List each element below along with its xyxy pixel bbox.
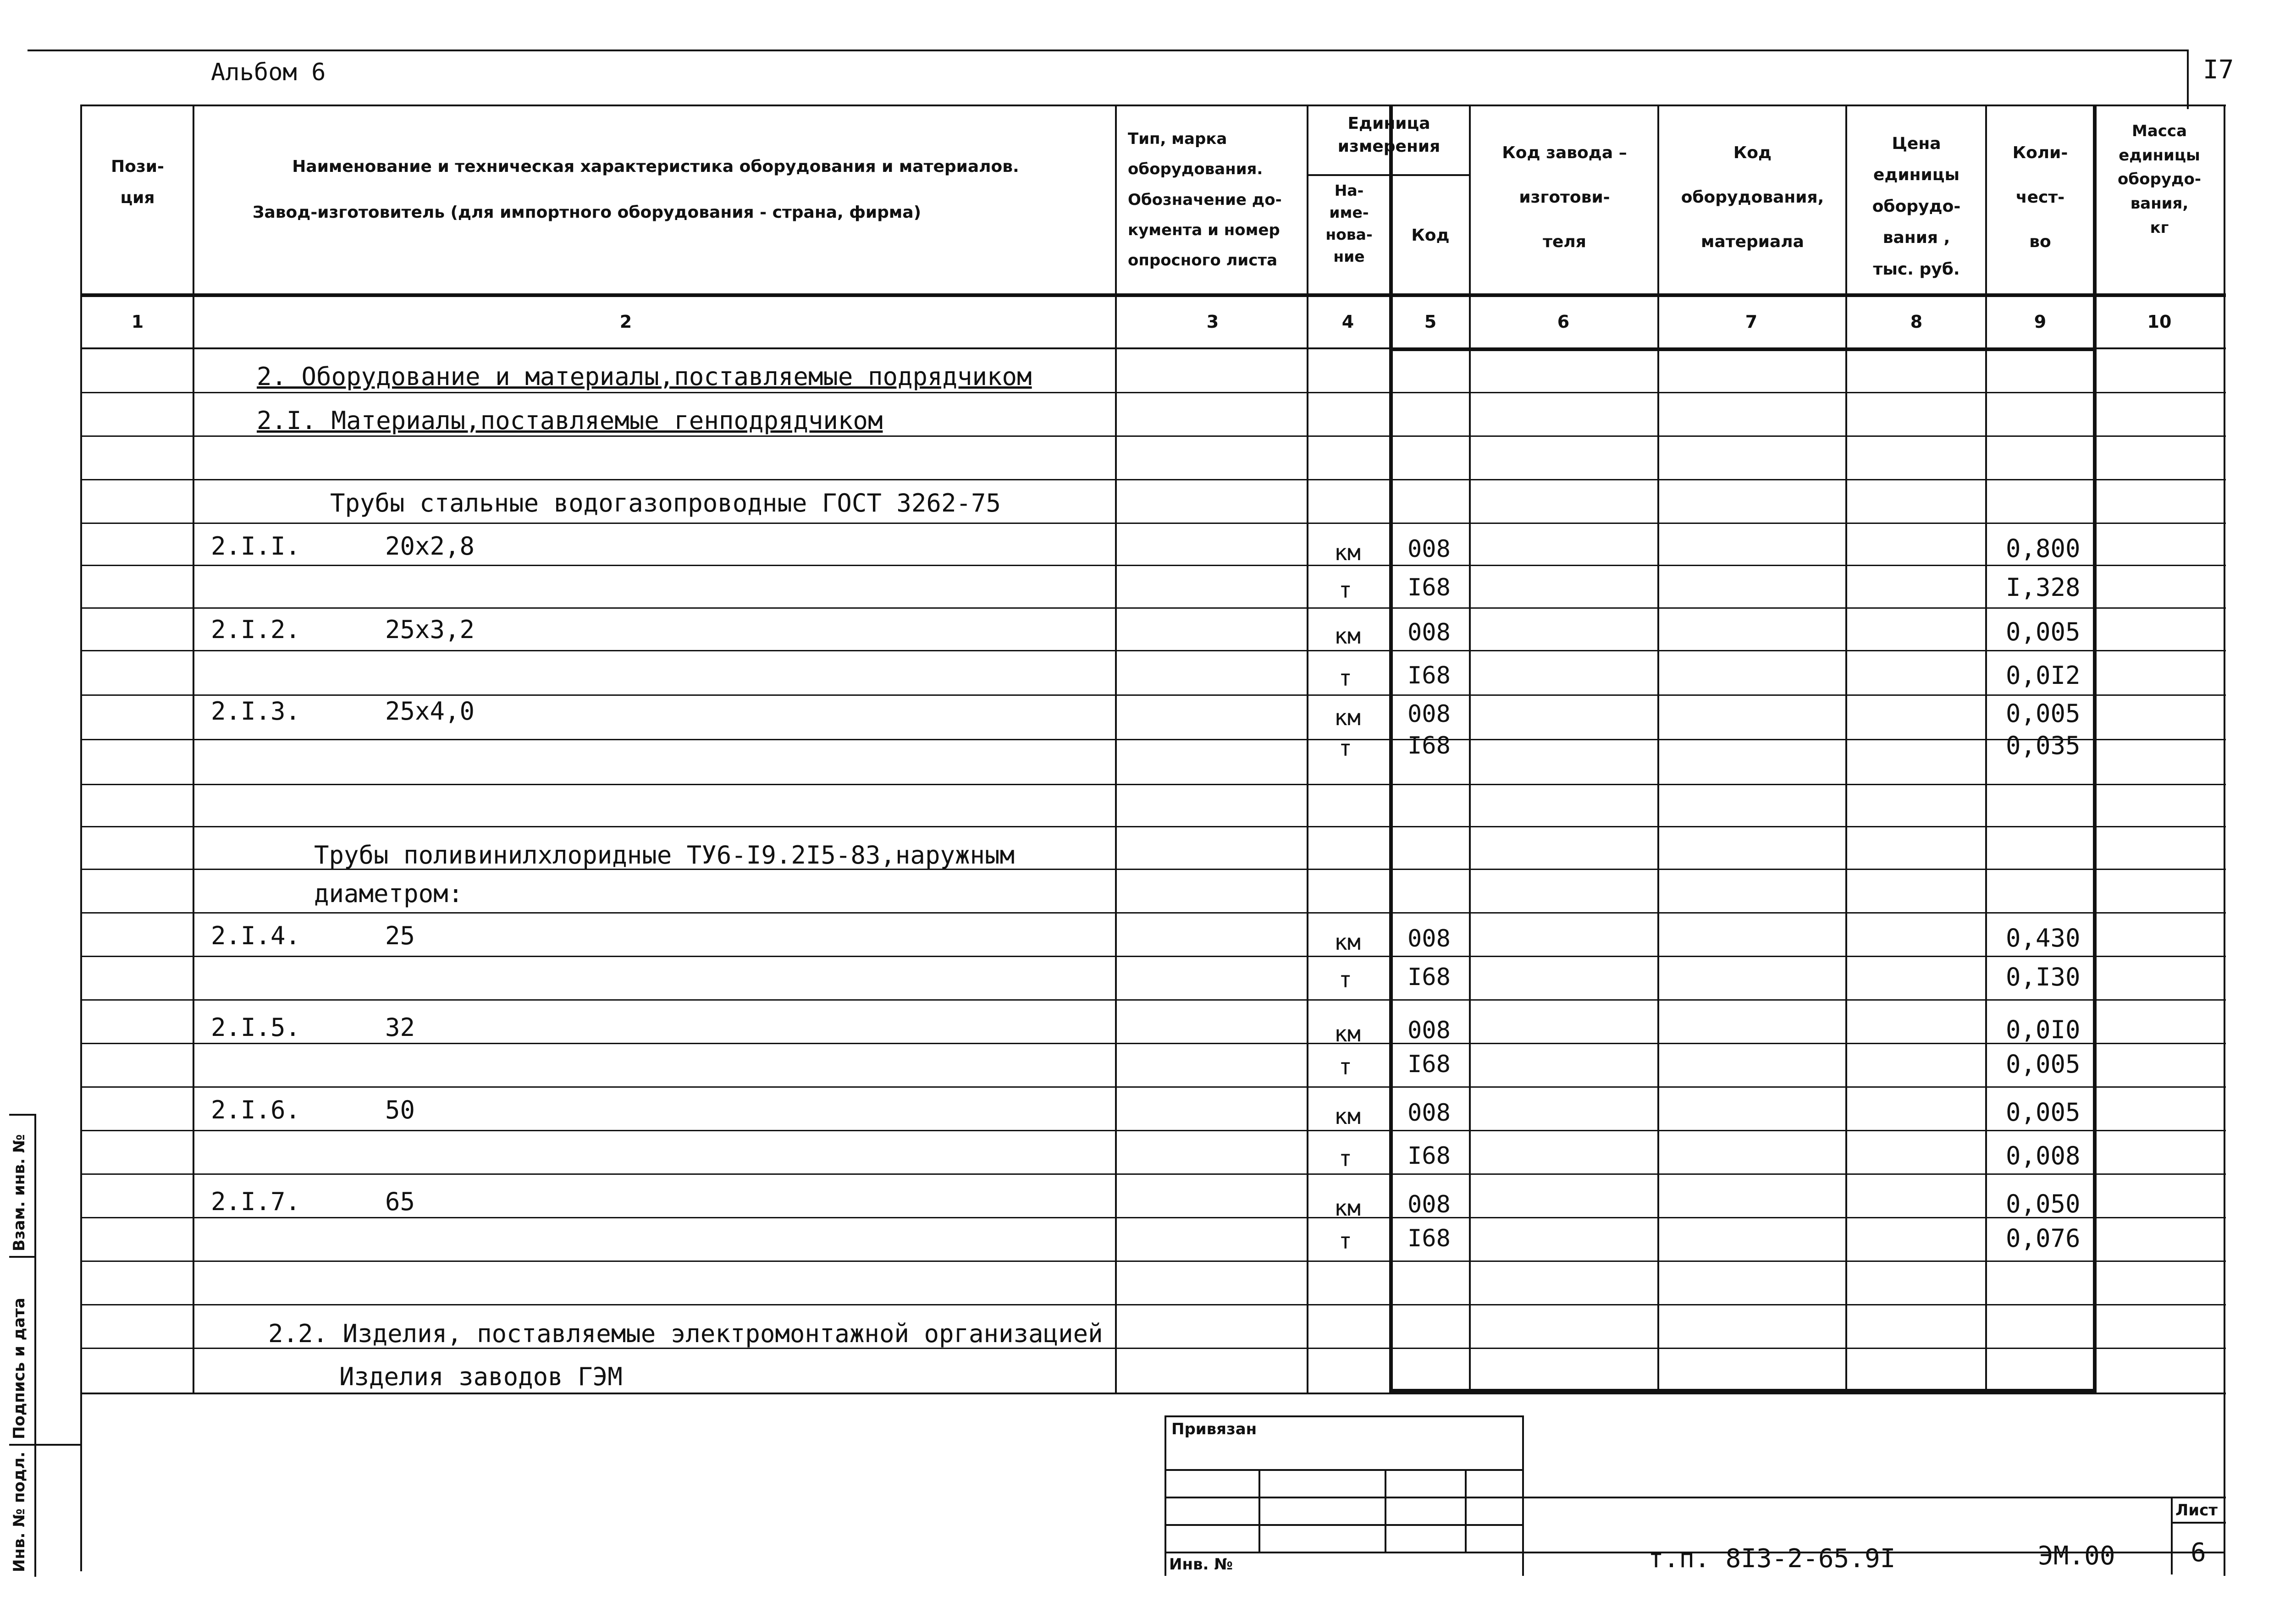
item-unit-km: км — [1334, 1104, 1361, 1129]
header-equipment-code: Код оборудования, материала — [1681, 143, 1824, 252]
item-quantity-km: 0,005 — [2006, 617, 2081, 646]
item-code-km: 008 — [1407, 1017, 1451, 1044]
pvc-pipes-subtitle: диаметром: — [314, 879, 464, 908]
item-name: 20х2,8 — [385, 532, 475, 561]
item-position: 2.I.5. — [211, 1013, 301, 1042]
item-unit-t: т — [1339, 1146, 1352, 1172]
col-number-9: 9 — [2034, 312, 2047, 332]
inv-label: Инв. № — [1169, 1555, 1233, 1574]
item-unit-t: т — [1339, 736, 1352, 761]
item-code-t: I68 — [1407, 732, 1451, 760]
header-mass: Масса единицы оборудо- вания, кг — [2118, 122, 2201, 237]
album-title: Альбом 6 — [211, 59, 326, 86]
header-unit-name: На- име- нова- ние — [1325, 182, 1373, 265]
sheet-number: 6 — [2191, 1538, 2206, 1568]
steel-pipes-title: Трубы стальные водогазопроводные ГОСТ 3262-75 — [330, 489, 1001, 517]
item-code-t: I68 — [1407, 1051, 1451, 1078]
item-unit-km: км — [1334, 1195, 1361, 1221]
header-quantity: Коли- чест- во — [2012, 143, 2068, 252]
col-number-5: 5 — [1424, 312, 1437, 332]
side-label-inv-orig: Инв. № подл. — [10, 1451, 28, 1572]
side-label-sign-date: Подпись и дата — [10, 1298, 28, 1439]
item-position: 2.I.4. — [211, 921, 301, 950]
item-quantity-km: 0,005 — [2006, 1098, 2081, 1127]
item-unit-km: км — [1334, 623, 1361, 649]
col-number-4: 4 — [1341, 312, 1354, 332]
side-label-replace-inv: Взам. инв. № — [10, 1134, 28, 1251]
header-type: Тип, марка оборудования. Обозначение до- кумента и номер опросного листа — [1128, 130, 1282, 270]
item-name: 25х4,0 — [385, 697, 475, 726]
document-code: т.п. 8I3-2-65.9I — [1648, 1544, 1896, 1574]
item-name: 65 — [385, 1187, 415, 1216]
header-factory-code: Код завода – изготови- теля — [1502, 143, 1627, 252]
col-number-6: 6 — [1557, 312, 1570, 332]
item-quantity-km: 0,050 — [2006, 1189, 2081, 1218]
item-quantity-km: 0,0I0 — [2006, 1015, 2081, 1044]
item-position: 2.I.6. — [211, 1096, 301, 1124]
section-2-1-title: 2.I. Материалы,поставляемые генподрядчиком — [257, 406, 883, 435]
header-unit-group: Единица измерения — [1337, 114, 1441, 156]
col-number-8: 8 — [1910, 312, 1923, 332]
section-2-2-title: 2.2. Изделия, поставляемые электромонтажной организацией — [268, 1319, 1103, 1348]
item-unit-t: т — [1339, 1054, 1352, 1080]
item-quantity-t: 0,008 — [2006, 1141, 2081, 1170]
item-name: 25 — [385, 921, 415, 950]
item-name: 25х3,2 — [385, 615, 475, 644]
item-code-km: 008 — [1407, 535, 1451, 563]
header-position: Пози- ция — [111, 157, 164, 208]
col-number-7: 7 — [1745, 312, 1758, 332]
item-quantity-t: 0,005 — [2006, 1050, 2081, 1079]
gem-products-title: Изделия заводов ГЭМ — [339, 1362, 623, 1391]
item-unit-km: км — [1334, 930, 1361, 955]
item-quantity-t: 0,035 — [2006, 731, 2081, 760]
item-code-t: I68 — [1407, 1142, 1451, 1170]
item-quantity-t: 0,076 — [2006, 1224, 2081, 1253]
pvc-pipes-title: Трубы поливинилхлоридные ТУ6-I9.2I5-83,наружным — [314, 841, 1015, 870]
item-position: 2.I.2. — [211, 615, 301, 644]
sheet-label: Лист — [2175, 1501, 2218, 1519]
item-code-t: I68 — [1407, 574, 1451, 601]
item-code-t: I68 — [1407, 662, 1451, 689]
item-quantity-t: 0,I30 — [2006, 963, 2081, 991]
item-code-t: I68 — [1407, 963, 1451, 991]
item-position: 2.I.7. — [211, 1187, 301, 1216]
item-unit-km: км — [1334, 705, 1361, 731]
item-code-t: I68 — [1407, 1225, 1451, 1252]
document-mark: ЭМ.00 — [2038, 1541, 2115, 1571]
col-number-10: 10 — [2147, 312, 2172, 332]
header-unit-code: Код — [1411, 226, 1450, 245]
item-code-km: 008 — [1407, 619, 1451, 646]
item-code-km: 008 — [1407, 700, 1451, 728]
item-unit-t: т — [1339, 1228, 1352, 1254]
item-quantity-t: I,328 — [2006, 573, 2081, 602]
item-quantity-km: 0,005 — [2006, 699, 2081, 728]
item-name: 50 — [385, 1096, 415, 1124]
col-number-1: 1 — [131, 312, 144, 332]
item-quantity-km: 0,800 — [2006, 534, 2081, 563]
item-position: 2.I.3. — [211, 697, 301, 726]
item-unit-t: т — [1339, 967, 1352, 993]
item-code-km: 008 — [1407, 1099, 1451, 1127]
col-number-2: 2 — [619, 312, 632, 332]
header-name-line2: Завод-изготовитель (для импортного оборудования - страна, фирма) — [252, 203, 922, 222]
item-code-km: 008 — [1407, 1191, 1451, 1218]
item-code-km: 008 — [1407, 925, 1451, 952]
item-unit-km: км — [1334, 540, 1361, 566]
item-quantity-t: 0,0I2 — [2006, 661, 2081, 690]
item-unit-t: т — [1339, 666, 1352, 691]
section-2-title: 2. Оборудование и материалы,поставляемые подрядчиком — [257, 362, 1032, 391]
item-position: 2.I.I. — [211, 532, 301, 561]
item-unit-km: км — [1334, 1021, 1361, 1047]
item-quantity-km: 0,430 — [2006, 924, 2081, 952]
item-name: 32 — [385, 1013, 415, 1042]
header-name-line1: Наименование и техническая характеристика оборудования и материалов. — [292, 157, 1019, 176]
bound-label: Привязан — [1171, 1420, 1257, 1438]
page-number: I7 — [2203, 55, 2234, 85]
header-price: Цена единицы оборудо- вания , тыс. руб. — [1872, 134, 1961, 279]
item-unit-t: т — [1339, 578, 1352, 603]
col-number-3: 3 — [1206, 312, 1219, 332]
